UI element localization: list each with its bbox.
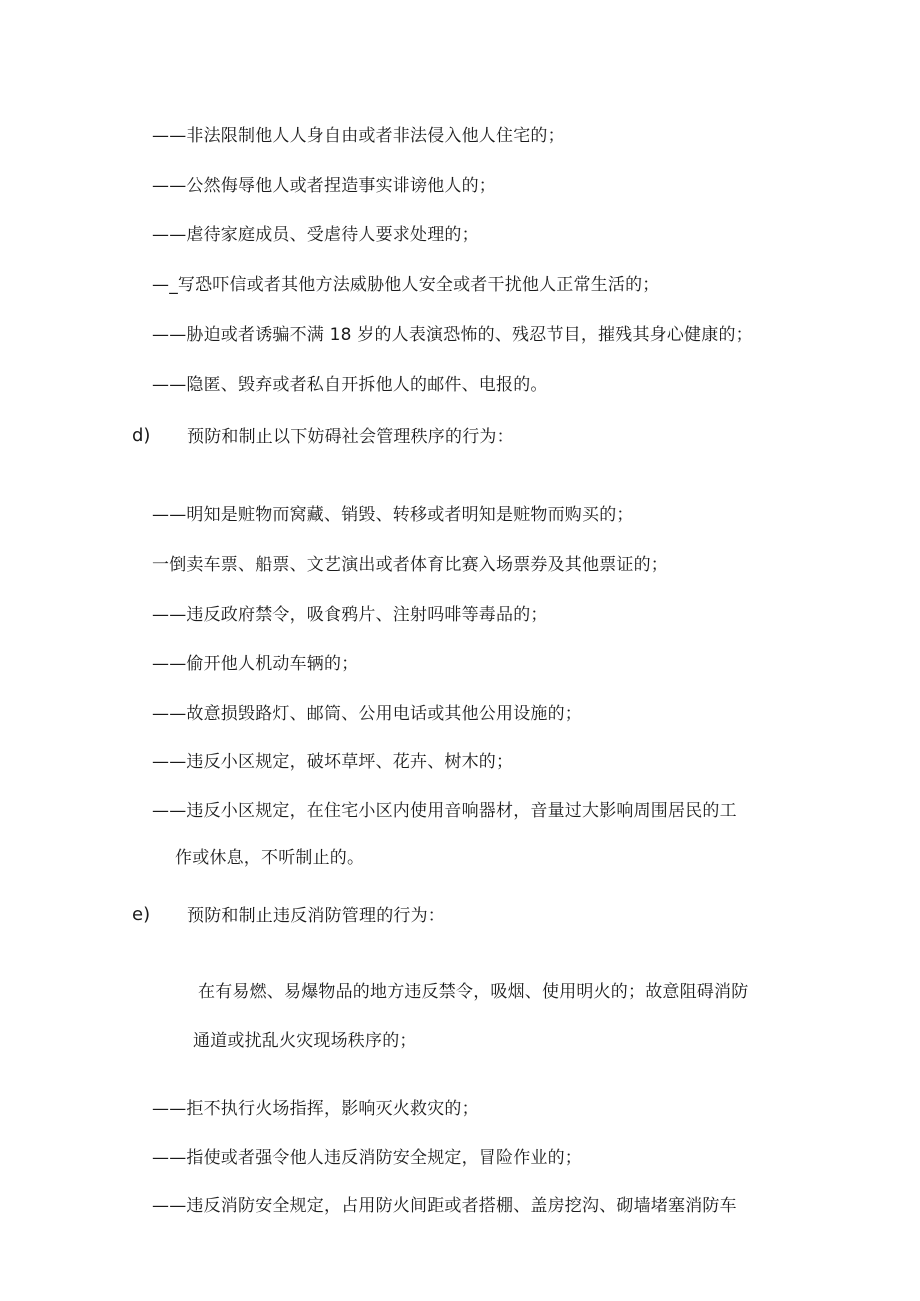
list-item: 一倒卖车票、船票、文艺演出或者体育比赛入场票券及其他票证的； bbox=[152, 555, 668, 575]
section-e-label: e) bbox=[132, 904, 151, 925]
list-item: ——故意损毁路灯、邮筒、公用电话或其他公用设施的； bbox=[152, 704, 582, 724]
section-d-heading: 预防和制止以下妨碍社会管理秩序的行为： bbox=[187, 427, 514, 447]
list-item: ——违反消防安全规定，占用防火间距或者搭棚、盖房挖沟、砌墙堵塞消防车 bbox=[152, 1196, 737, 1216]
list-item: ——非法限制他人人身自由或者非法侵入他人住宅的； bbox=[152, 126, 565, 146]
list-item: ——违反小区规定，在住宅小区内使用音响器材，音量过大影响周围居民的工 bbox=[152, 801, 737, 821]
section-e-heading: 预防和制止违反消防管理的行为： bbox=[187, 906, 445, 926]
list-item: ——胁迫或者诱骗不满 18 岁的人表演恐怖的、残忍节目，摧残其身心健康的； bbox=[152, 325, 753, 345]
list-item: ——拒不执行火场指挥，影响灭火救灾的； bbox=[152, 1099, 479, 1119]
section-e-paragraph-line1: 在有易燃、易爆物品的地方违反禁令，吸烟、使用明火的；故意阻碍消防 bbox=[198, 982, 749, 1002]
section-d-label: d) bbox=[132, 425, 151, 446]
list-item: ——指使或者强令他人违反消防安全规定，冒险作业的； bbox=[152, 1148, 582, 1168]
list-item: —_写恐吓信或者其他方法威胁他人安全或者干扰他人正常生活的； bbox=[152, 275, 660, 295]
list-item: ——违反政府禁令，吸食鸦片、注射吗啡等毒品的； bbox=[152, 605, 548, 625]
list-item: ——公然侮辱他人或者捏造事实诽谤他人的； bbox=[152, 176, 496, 196]
list-item: ——明知是赃物而窝藏、销毁、转移或者明知是赃物而购买的； bbox=[152, 505, 634, 525]
section-e-paragraph-line2: 通道或扰乱火灾现场秩序的； bbox=[193, 1031, 417, 1051]
list-item: ——虐待家庭成员、受虐待人要求处理的； bbox=[152, 225, 479, 245]
list-item: ——隐匿、毁弃或者私自开拆他人的邮件、电报的。 bbox=[152, 375, 548, 395]
list-item: ——偷开他人机动车辆的； bbox=[152, 654, 359, 674]
list-item: ——违反小区规定，破坏草坪、花卉、树木的； bbox=[152, 752, 514, 772]
list-item-continuation: 作或休息，不听制止的。 bbox=[175, 848, 365, 868]
